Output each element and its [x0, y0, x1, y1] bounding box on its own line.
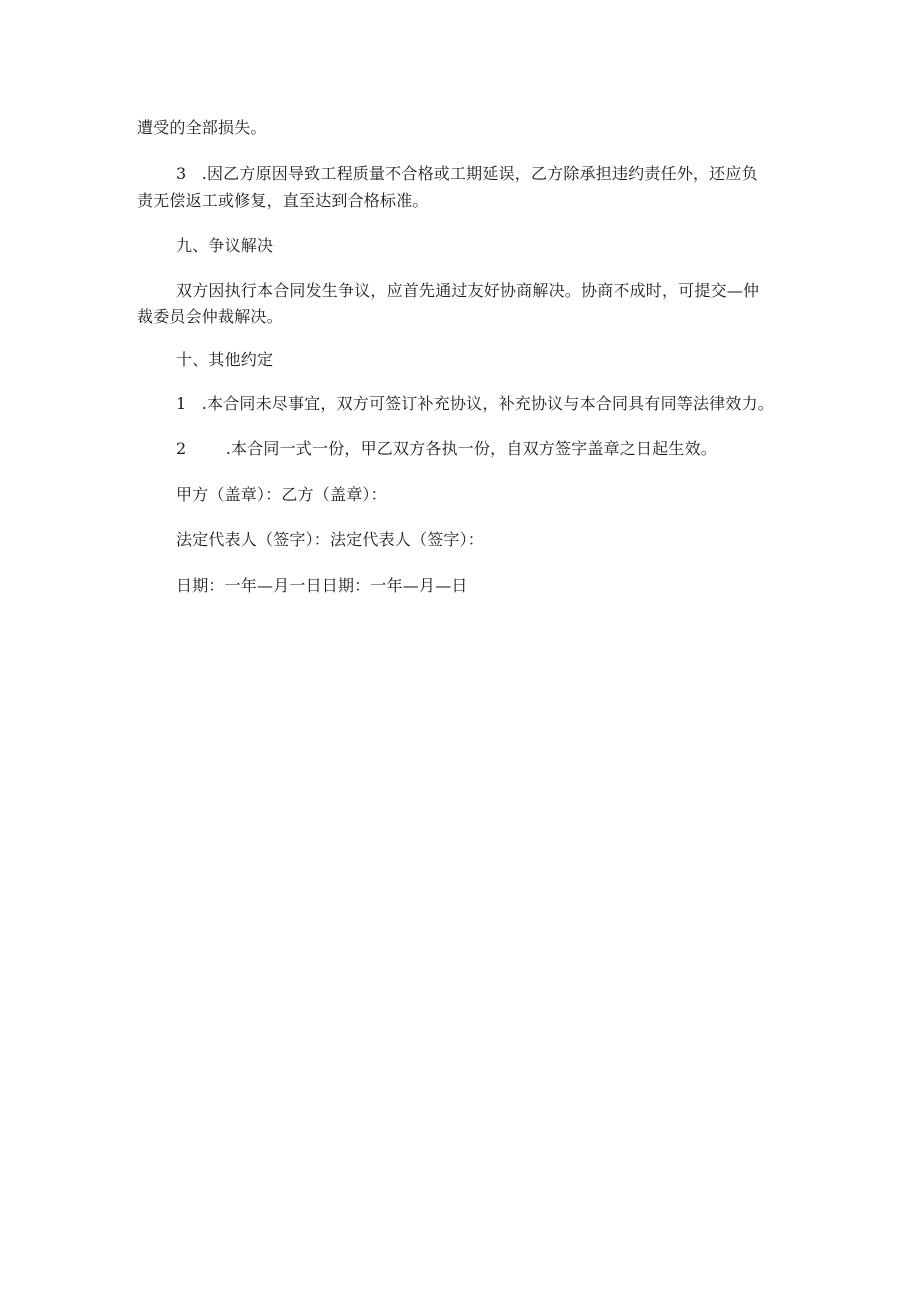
- section-9-paragraph-line-1: 双方因执行本合同发生争议，应首先通过友好协商解决。协商不成时，可提交—仲: [176, 281, 760, 300]
- clause-3-line-1: [176, 164, 758, 184]
- section-9-heading: 九、争议解决: [176, 236, 274, 255]
- clause-3-number: 3: [176, 164, 187, 183]
- clause-3-line-2: 责无偿返工或修复，直至达到合格标准。: [137, 191, 429, 210]
- signature-party-line: 甲方（盖章）：乙方（盖章）：: [176, 485, 387, 504]
- section-10-item-1-text: .本合同未尽事宜，双方可签订补充协议，补充协议与本合同具有同等法律效力。: [201, 394, 774, 413]
- clause-3-text: .因乙方原因导致工程质量不合格或工期延误，乙方除承担违约责任外，还应负: [201, 164, 758, 183]
- section-10-item-2-number: 2: [176, 439, 187, 458]
- section-9-paragraph-line-2: 裁委员会仲裁解决。: [137, 307, 283, 326]
- section-10-item-2: [176, 439, 717, 459]
- section-10-item-2-text: .本合同一式一份，甲乙双方各执一份，自双方签字盖章之日起生效。: [225, 439, 717, 458]
- section-10-item-1: [176, 394, 774, 414]
- paragraph-loss-tail: 遭受的全部损失。: [137, 118, 267, 137]
- section-10-item-1-number: 1: [176, 394, 187, 413]
- section-10-heading: 十、其他约定: [176, 350, 274, 369]
- signature-representative-line: 法定代表人（签字）：法定代表人（签字）：: [176, 530, 485, 549]
- signature-date-line: 日期：一年—月一日日期：一年—月—日: [176, 576, 468, 595]
